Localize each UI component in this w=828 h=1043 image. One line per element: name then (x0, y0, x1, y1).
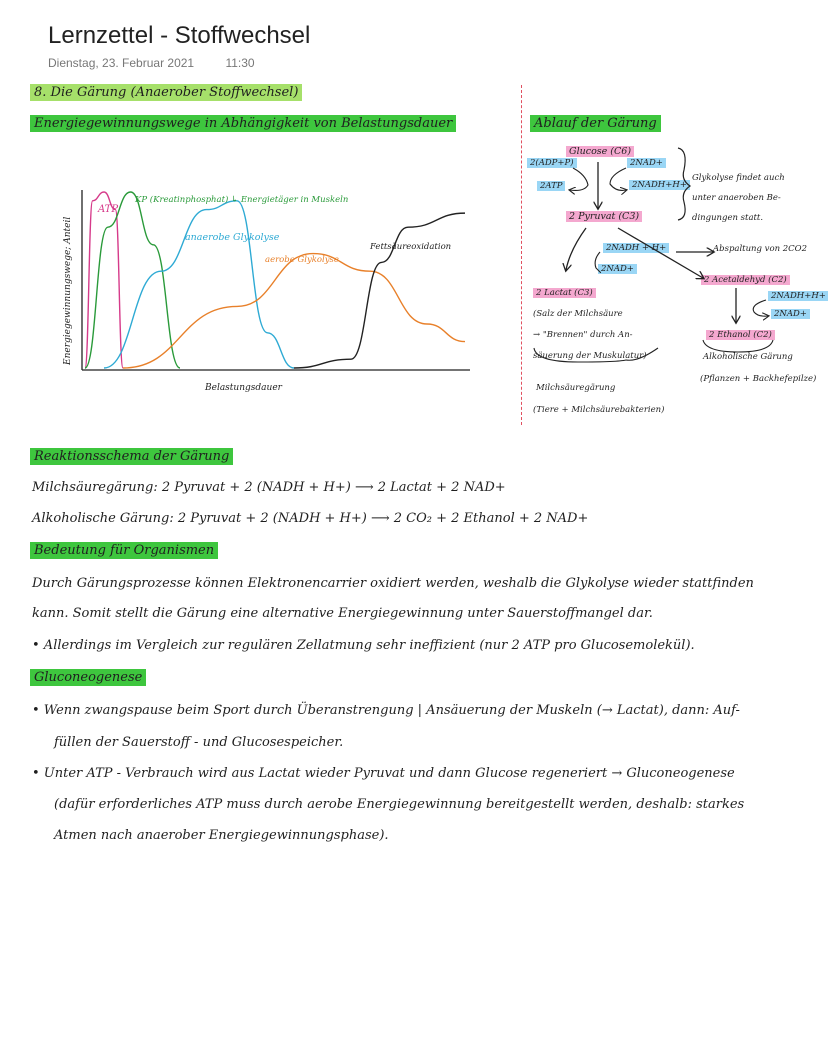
heading-gluco: Gluconeogenese (30, 669, 146, 686)
nadh-mid-box: 2NADH + H+ (603, 243, 669, 253)
alkohol-label: Alkoholische Gärung (703, 352, 793, 362)
glyk-note-2: unter anaeroben Be- (692, 193, 781, 203)
arrow-atp (570, 168, 588, 190)
arrow-nadh-mid (595, 252, 600, 273)
glyk-note-1: Glykolyse findet auch (692, 173, 785, 183)
glucose-box: Glucose (C6) (566, 146, 634, 157)
lactat-box: 2 Lactat (C3) (533, 288, 596, 298)
heading-reaction: Reaktionsschema der Gärung (30, 448, 233, 465)
arrow-nad (610, 168, 626, 190)
nad-mid-box: 2NAD+ (598, 264, 637, 274)
gluco-line-2: füllen der Sauerstoff - und Glucosespeicher. (54, 735, 344, 750)
page-title: Lernzettel - Stoffwechsel (48, 22, 311, 49)
pyruvat-box: 2 Pyruvat (C3) (566, 211, 642, 222)
energy-chart (40, 150, 510, 420)
meaning-line-1: Durch Gärungsprozesse können Elektronencarrier oxidiert werden, weshalb die Glykolyse wieder stattfinden (32, 576, 754, 591)
gluco-line-5: Atmen nach anaerober Energiegewinnungsphase). (54, 828, 389, 843)
acetaldehyd-box: 2 Acetaldehyd (C2) (701, 275, 790, 285)
y-axis-label: Energiegewinnungswege; Anteil (63, 216, 73, 365)
lactat-brace (534, 348, 658, 362)
arrow-nad-right (753, 300, 768, 316)
label-anaerob: anaerobe Glykolyse (185, 232, 280, 243)
adp-box: 2(ADP+P) (527, 158, 577, 168)
meaning-line-2: kann. Somit stellt die Gärung eine alternative Energiegewinnung unter Sauerstoffmangel dar. (32, 606, 653, 621)
series-line-2 (104, 201, 294, 368)
reaction-milch: Milchsäuregärung: 2 Pyruvat + 2 (NADH + H+) ⟶ 2 Lactat + 2 NAD+ (32, 480, 506, 495)
heading-main: 8. Die Gärung (Anaerober Stoffwechsel) (30, 84, 302, 101)
arrow-to-acetaldehyd (618, 228, 703, 278)
label-kp: KP (Kreatinphosphat) ↳ Energietäger in Muskeln (135, 195, 349, 205)
ethanol-brace (703, 340, 773, 352)
series-line-0 (85, 192, 123, 368)
series-line-1 (85, 192, 180, 368)
heading-process: Ablauf der Gärung (530, 115, 661, 132)
gluco-line-3: • Unter ATP - Verbrauch wird aus Lactat wieder Pyruvat und dann Glucose regeneriert → Gluconeogenese (32, 766, 735, 781)
abspaltung-label: Abspaltung von 2CO2 (713, 244, 808, 254)
ethanol-box: 2 Ethanol (C2) (706, 330, 775, 340)
heading-meaning: Bedeutung für Organismen (30, 542, 218, 559)
x-axis-label: Belastungsdauer (205, 383, 282, 393)
series-line-3 (123, 254, 465, 368)
milchsaeure-note: (Tiere + Milchsäurebakterien) (533, 405, 665, 415)
nadh-top-box: 2NADH+H+ (629, 180, 690, 190)
time-text: 11:30 (225, 56, 255, 70)
gluco-line-4: (dafür erforderliches ATP muss durch aerobe Energiegewinnung bereitgestellt werden, deshalb: starkes (54, 797, 745, 812)
reaction-alkohol: Alkoholische Gärung: 2 Pyruvat + 2 (NADH + H+) ⟶ 2 CO₂ + 2 Ethanol + 2 NAD+ (32, 511, 589, 526)
glyk-note-3: dingungen statt. (692, 213, 764, 223)
date-text: Dienstag, 23. Februar 2021 (48, 56, 195, 70)
label-atp: ATP (98, 204, 119, 215)
lactat-note-1: (Salz der Milchsäure (533, 309, 623, 319)
glyk-brace (678, 148, 690, 220)
series-line-4 (294, 213, 465, 368)
process-arrows (518, 140, 828, 440)
label-aerob: aerobe Glykolyse (265, 255, 339, 265)
meaning-line-3: • Allerdings im Vergleich zur regulären Zellatmung sehr ineffizient (nur 2 ATP pro Glucosemolekül). (32, 638, 695, 653)
label-fett: Fettsäureoxidation (370, 242, 452, 252)
lactat-note-3: säuerung der Muskulatur) (533, 351, 647, 361)
page-date (48, 56, 255, 70)
alkohol-note: (Pflanzen + Backhefepilze) (700, 374, 817, 384)
heading-energy: Energiegewinnungswege in Abhängigkeit von Belastungsdauer (30, 115, 456, 132)
atp-box: 2ATP (537, 181, 565, 191)
arrow-to-lactat (566, 228, 586, 270)
gluco-line-1: • Wenn zwangspause beim Sport durch Überanstrengung | Ansäuerung der Muskeln (→ Lactat), dann: Auf- (32, 703, 740, 718)
nad-top-box: 2NAD+ (627, 158, 666, 168)
nadh-right-box: 2NADH+H+ (768, 291, 828, 301)
milchsaeure-label: Milchsäuregärung (536, 383, 616, 393)
lactat-note-2: → "Brennen" durch An- (533, 330, 633, 340)
nad-right-box: 2NAD+ (771, 309, 810, 319)
